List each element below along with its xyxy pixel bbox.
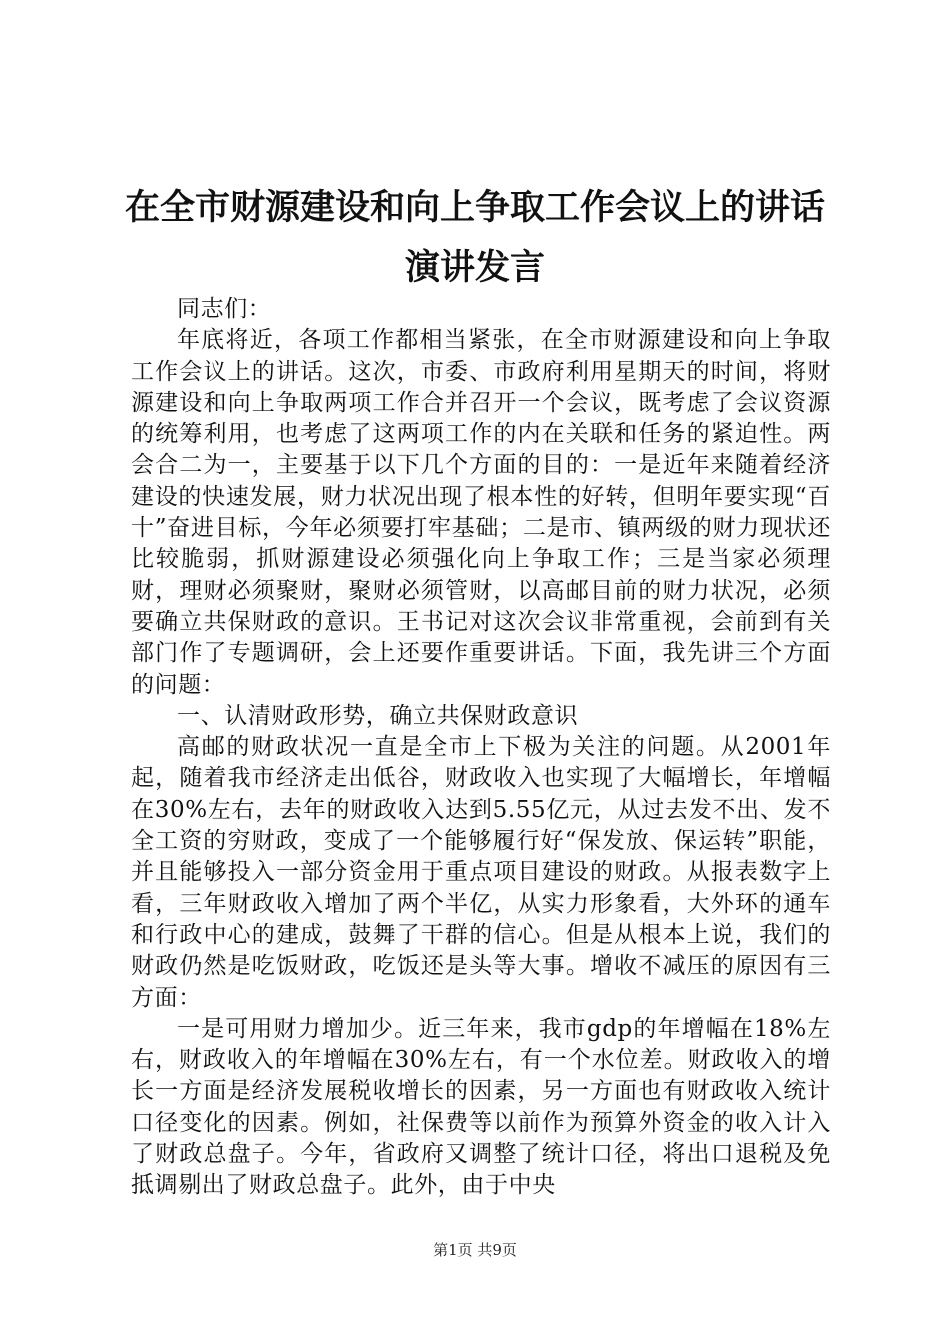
page-number-indicator: 第1页 共9页 <box>433 1241 517 1259</box>
section-heading: 一、认清财政形势，确立共保财政意识 <box>177 702 579 729</box>
body-paragraph: 高邮的财政状况一直是全市上下极为关注的问题。从2001年起，随着我市经济走出低谷，财政收入也实现了大幅增长，年增幅在30%左右，去年的财政收入达到5.55亿元，从过去发不出、发不全工资的穷财政，变成了一个能够履行好“保发放、保运转”职能，并且能够投入一部分资金用于重点项目建设的财政。从报表数字上看，三年财政收入增加了两个半亿，从实力形象看，大外环的通车和行政中心的建成，鼓舞了干群的信心。但是从根本上说，我们的财政仍然是吃饭财政，吃饭还是头等大事。增收不减压的原因有三方面： <box>131 734 831 1011</box>
body-paragraph: 年底将近，各项工作都相当紧张，在全市财源建设和向上争取工作会议上的讲话。这次，市委、市政府利用星期天的时间，将财源建设和向上争取两项工作合并召开一个会议，既考虑了会议资源的统筹利用，也考虑了这两项工作的内在关联和任务的紧迫性。两会合二为一，主要基于以下几个方面的目的：一是近年来随着经济建设的快速发展，财力状况出现了根本性的好转，但明年要实现“百十”奋进目标，今年必须要打牢基础；二是市、镇两级的财力现状还比较脆弱，抓财源建设必须强化向上争取工作；三是当家必须理财，理财必须聚财，聚财必须管财，以高邮目前的财力状况，必须要确立共保财政的意识。王书记对这次会议非常重视，会前到有关部门作了专题调研，会上还要作重要讲话。下面，我先讲三个方面的问题： <box>131 327 831 698</box>
body-paragraph: 一是可用财力增加少。近三年来，我市gdp的年增幅在18%左右，财政收入的年增幅在30%左右，有一个水位差。财政收入的增长一方面是经济发展税收增长的因素，另一方面也有财政收入统计口径变化的因素。例如，社保费等以前作为预算外资金的收入计入了财政总盘子。今年，省政府又调整了统计口径，将出口退税及免抵调剔出了财政总盘子。此外，由于中央 <box>131 1015 831 1199</box>
page-footer <box>0 1240 950 1260</box>
salutation-paragraph: 同志们： <box>177 296 272 322</box>
document-title-line-2: 演讲发言 <box>404 248 545 288</box>
document-body <box>131 294 831 1202</box>
document-title-line-1: 在全市财源建设和向上争取工作会议上的讲话 <box>124 188 825 228</box>
